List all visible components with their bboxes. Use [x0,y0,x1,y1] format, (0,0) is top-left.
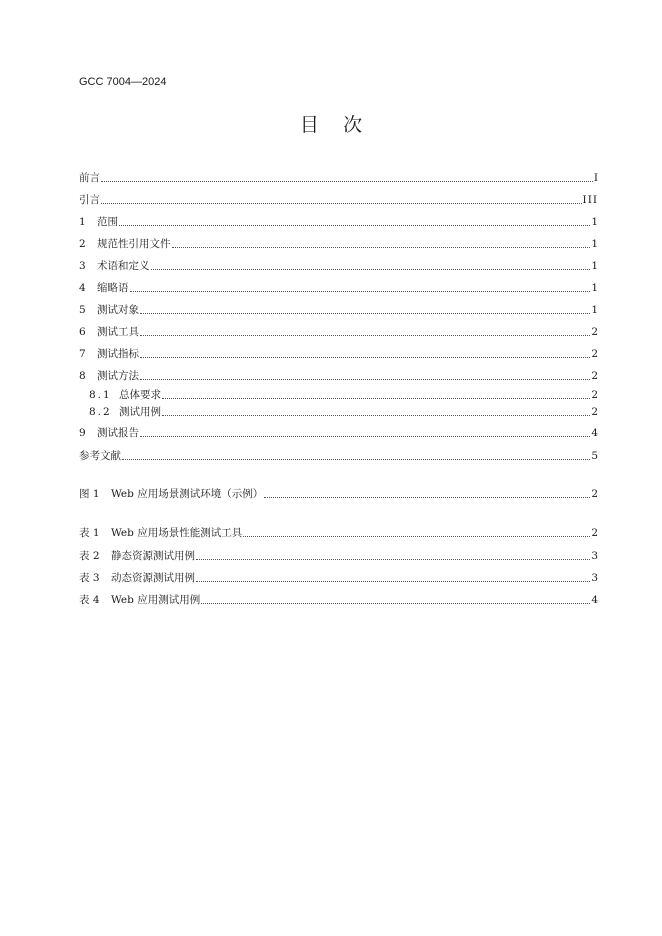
toc-leader [140,312,590,314]
page-title: 目 次 [299,114,363,136]
toc-page: 2 [591,326,598,338]
toc-page: 1 [591,260,598,272]
toc-entry-introduction[interactable] [79,193,598,207]
toc-page: 2 [591,488,598,500]
toc-label [79,369,139,383]
toc-page: 3 [591,572,598,584]
toc-label [79,571,195,585]
toc-number: 6 [79,326,86,338]
toc-text: Web 应用场景测试环境（示例） [111,488,264,500]
standard-code: GCC 7004—2024 [79,76,167,88]
toc-page: 3 [591,550,598,562]
toc-label: 参考文献 [79,450,121,462]
toc-label [79,549,195,563]
toc-text: Web 应用测试用例 [111,594,201,606]
toc-number: 表 3 [79,572,100,584]
toc-label [79,259,150,273]
toc-text: 测试对象 [97,304,139,316]
toc-leader [119,224,590,226]
toc-label [79,215,118,229]
toc-leader [196,558,590,560]
toc-text: 缩略语 [97,282,129,294]
toc-leader [140,356,590,358]
toc-entry-8-2[interactable] [79,405,598,419]
toc-label [79,303,139,317]
toc-label [79,593,200,607]
toc-text: 规范性引用文件 [97,238,171,250]
toc-text: 测试方法 [97,370,139,382]
toc-entry-2[interactable] [79,237,598,251]
toc-number: 9 [79,427,86,439]
toc-text: 测试用例 [119,406,161,418]
toc-label [79,426,139,440]
toc-number: 5 [79,304,86,316]
toc-number: 3 [79,260,86,272]
toc-text: 静态资源测试用例 [111,550,195,562]
toc-entry-9[interactable] [79,426,598,440]
toc-entry-3[interactable] [79,259,598,273]
toc-label: 前言 [79,172,100,184]
toc-page: 1 [591,282,598,294]
toc-page: 2 [591,389,598,401]
toc-label [79,388,161,402]
toc-leader [101,202,582,204]
toc-page: 1 [591,216,598,228]
toc-page: 4 [591,427,598,439]
toc-entry-preface[interactable] [79,171,598,185]
toc-entry-8[interactable] [79,369,598,383]
toc-leader [140,435,590,437]
toc-number: 8 [79,370,86,382]
toc-page: 2 [591,370,598,382]
toc-leader [196,580,590,582]
toc-entry-figure-1[interactable] [79,487,598,501]
toc-label [79,281,129,295]
toc-leader [101,180,593,182]
toc-entry-table-3[interactable] [79,571,598,585]
toc-label [79,347,139,361]
toc-number: 表 2 [79,550,100,562]
toc-number: 图 1 [79,488,100,500]
toc-page: I [593,172,598,184]
toc-text: 范围 [97,216,118,228]
toc-text: 测试工具 [97,326,139,338]
toc-number: 8.2 [89,406,112,418]
toc-page: 4 [591,594,598,606]
toc-label [79,487,263,501]
toc-number: 2 [79,238,86,250]
toc-text: 测试指标 [97,348,139,360]
toc-number: 表 1 [79,527,100,539]
toc-page: 2 [591,527,598,539]
toc-text: 术语和定义 [97,260,150,272]
toc-label [79,325,139,339]
toc-number: 8.1 [89,389,112,401]
toc-leader [162,414,590,416]
toc-leader [151,268,591,270]
toc-label: 引言 [79,194,100,206]
toc-number: 1 [79,216,86,228]
toc-entry-table-1[interactable] [79,526,598,540]
toc-leader [140,378,590,380]
toc-label [79,405,161,419]
toc-text: 总体要求 [119,389,161,401]
toc-number: 表 4 [79,594,100,606]
toc-page: 2 [591,406,598,418]
toc-text: 测试报告 [97,427,139,439]
toc-page: III [582,194,598,206]
toc-entry-4[interactable] [79,281,598,295]
toc-entry-6[interactable] [79,325,598,339]
toc-leader [264,496,590,498]
toc-page: 2 [591,348,598,360]
toc-leader [122,458,590,460]
toc-leader [172,246,591,248]
toc-entry-1[interactable] [79,215,598,229]
toc-page: 5 [591,450,598,462]
toc-number: 4 [79,282,86,294]
toc-entry-5[interactable] [79,303,598,317]
toc-leader [140,334,590,336]
toc-entry-bibliography[interactable] [79,449,598,463]
toc-label [79,237,171,251]
toc-entry-table-4[interactable] [79,593,598,607]
toc-page: 1 [591,238,598,250]
toc-text: Web 应用场景性能测试工具 [111,527,243,539]
toc-text: 动态资源测试用例 [111,572,195,584]
toc-leader [162,397,590,399]
toc-entry-8-1[interactable] [79,388,598,402]
toc-leader [130,290,591,292]
toc-entry-table-2[interactable] [79,549,598,563]
toc-label [79,526,242,540]
toc-leader [243,535,590,537]
toc-entry-7[interactable] [79,347,598,361]
toc-leader [201,602,590,604]
toc-number: 7 [79,348,86,360]
toc-page: 1 [591,304,598,316]
